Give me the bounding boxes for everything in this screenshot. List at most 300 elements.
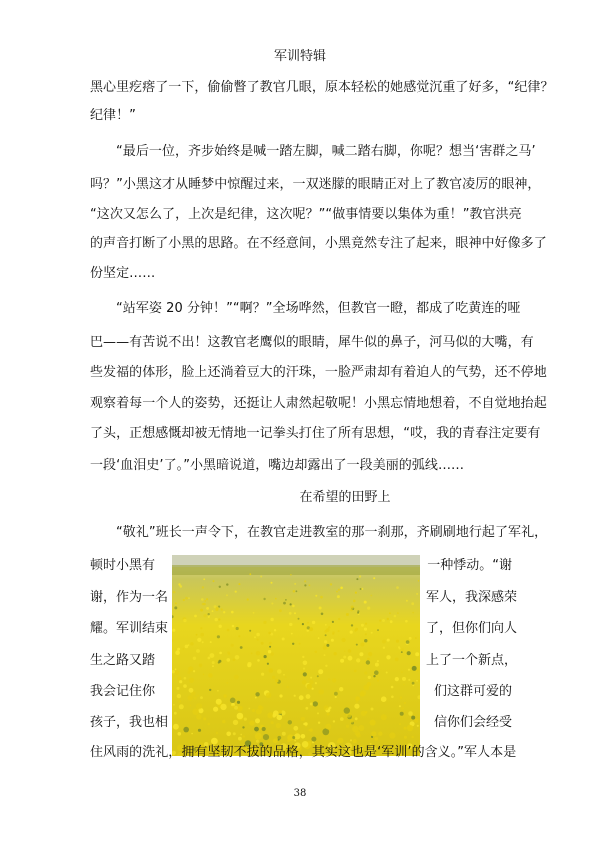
blossom-dot <box>402 677 406 681</box>
blossom-dot <box>275 679 279 683</box>
blossom-dot <box>294 733 300 739</box>
blossom-dot <box>255 692 259 696</box>
blossom-dot <box>289 612 292 615</box>
blossom-dot <box>364 628 367 631</box>
blossom-dot <box>359 575 361 577</box>
blossom-dot <box>382 619 385 622</box>
blossom-dot <box>359 652 363 656</box>
blossom-dot <box>235 655 240 660</box>
blossom-dot <box>193 657 196 660</box>
blossom-dot <box>213 580 215 582</box>
blossom-dot <box>200 633 204 637</box>
blossom-dot <box>215 618 218 621</box>
blossom-dot <box>260 576 262 578</box>
blossom-dot <box>390 620 393 623</box>
blossom-dot <box>416 680 418 682</box>
blossom-dot <box>353 600 356 603</box>
blossom-dot <box>358 725 364 731</box>
blossom-dot <box>304 584 306 586</box>
blossom-dot <box>237 706 243 712</box>
blossom-dot <box>401 707 404 710</box>
blossom-dot <box>183 619 186 622</box>
body-line: 份坚定…… <box>90 266 156 281</box>
blossom-dot <box>399 705 401 707</box>
blossom-dot <box>263 621 266 624</box>
blossom-dot <box>174 606 177 609</box>
wrapped-line-right: 们这群可爱的 <box>433 684 512 699</box>
blossom-dot <box>270 618 273 621</box>
blossom-dot <box>324 705 329 710</box>
blossom-dot <box>269 642 272 645</box>
blossom-dot <box>401 671 403 673</box>
blossom-dot <box>304 722 307 725</box>
blossom-dot <box>312 621 315 624</box>
blossom-dot <box>343 656 346 659</box>
blossom-dot <box>267 712 273 718</box>
blossom-dot <box>307 629 309 631</box>
blossom-dot <box>406 600 408 602</box>
blossom-dot <box>203 717 206 720</box>
blossom-dot <box>226 682 228 684</box>
blossom-dot <box>292 736 295 739</box>
blossom-dot <box>370 595 372 597</box>
blossom-dot <box>216 732 219 735</box>
blossom-dot <box>233 720 238 725</box>
blossom-dot <box>379 620 381 622</box>
blossom-dot <box>346 613 349 616</box>
blossom-dot <box>367 682 371 686</box>
blossom-dot <box>283 602 286 605</box>
blossom-dot <box>256 633 260 637</box>
blossom-dot <box>415 652 419 656</box>
blossom-dot <box>391 686 394 689</box>
blossom-dot <box>350 739 352 741</box>
blossom-dot <box>387 618 389 620</box>
blossom-dot <box>418 580 420 582</box>
blossom-dot <box>233 732 236 735</box>
blossom-dot <box>319 689 324 694</box>
blossom-dot <box>227 651 230 654</box>
blossom-dot <box>354 726 356 728</box>
blossom-dot <box>360 692 365 697</box>
blossom-dot <box>292 605 295 608</box>
blossom-dot <box>232 705 235 708</box>
blossom-dot <box>409 637 412 640</box>
blossom-dot <box>296 590 298 592</box>
blossom-dot <box>356 578 358 580</box>
blossom-dot <box>381 714 387 720</box>
blossom-dot <box>201 598 204 601</box>
blossom-dot <box>283 674 285 676</box>
blossom-dot <box>179 680 182 683</box>
blossom-dot <box>365 633 367 635</box>
blossom-dot <box>242 726 244 728</box>
blossom-dot <box>210 653 215 658</box>
blossom-dot <box>247 663 251 667</box>
body-line: 的声音打断了小黑的思路。在不经意间，小黑竟然专注了起来，眼神中好像多了 <box>90 236 547 251</box>
blossom-dot <box>216 607 219 610</box>
blossom-dot <box>173 591 176 594</box>
blossom-dot <box>286 686 288 688</box>
blossom-dot <box>342 638 346 642</box>
blossom-dot <box>328 626 330 628</box>
blossom-dot <box>356 644 358 646</box>
blossom-dot <box>212 610 214 612</box>
blossom-dot <box>172 629 175 632</box>
wrapped-line-left: 耀。军训结束 <box>90 621 169 636</box>
blossom-dot <box>364 601 367 604</box>
blossom-dot <box>234 706 238 710</box>
blossom-dot <box>238 635 240 637</box>
blossom-dot <box>302 656 304 658</box>
blossom-dot <box>332 678 336 682</box>
blossom-dot <box>309 627 313 631</box>
blossom-dot <box>231 611 234 614</box>
blossom-dot <box>271 603 273 605</box>
blossom-dot <box>305 707 308 710</box>
blossom-dot <box>253 612 255 614</box>
blossom-dot <box>319 607 322 610</box>
blossom-dot <box>249 630 251 632</box>
blossom-dot <box>397 612 399 614</box>
blossom-dot <box>367 607 370 610</box>
blossom-dot <box>210 641 212 643</box>
blossom-dot <box>399 723 401 725</box>
blossom-dot <box>219 586 221 588</box>
blossom-dot <box>331 639 334 642</box>
blossom-dot <box>396 586 399 589</box>
blossom-dot <box>179 700 181 702</box>
blossom-dot <box>249 573 251 575</box>
blossom-dot <box>411 602 414 605</box>
blossom-dot <box>400 712 404 716</box>
blossom-dot <box>238 737 242 741</box>
blossom-dot <box>220 704 226 710</box>
blossom-dot <box>320 596 323 599</box>
blossom-dot <box>294 612 296 614</box>
blossom-dot <box>231 644 234 647</box>
blossom-dot <box>330 583 332 585</box>
blossom-dot <box>382 640 386 644</box>
blossom-dot <box>221 608 223 610</box>
blossom-dot <box>232 625 235 628</box>
blossom-dot <box>189 688 194 693</box>
blossom-dot <box>306 694 311 699</box>
blossom-dot <box>391 696 394 699</box>
blossom-dot <box>226 732 231 737</box>
blossom-dot <box>209 689 211 691</box>
blossom-dot <box>346 725 349 728</box>
blossom-dot <box>193 709 199 715</box>
blossom-dot <box>202 586 204 588</box>
body-line: 黑心里疙瘩了一下，偷偷瞥了教官几眼，原本轻松的她感觉沉重了好多，“纪律？ <box>90 80 554 95</box>
blossom-dot <box>193 696 197 700</box>
blossom-dot <box>364 671 367 674</box>
blossom-dot <box>226 583 228 585</box>
blossom-dot <box>371 731 376 736</box>
blossom-dot <box>408 711 413 716</box>
blossom-dot <box>315 595 317 597</box>
blossom-dot <box>190 642 193 645</box>
blossom-dot <box>374 670 379 675</box>
blossom-dot <box>387 639 390 642</box>
blossom-dot <box>200 609 203 612</box>
blossom-dot <box>196 703 202 709</box>
blossom-dot <box>177 694 181 698</box>
blossom-dot <box>173 704 175 706</box>
blossom-dot <box>416 593 418 595</box>
blossom-dot <box>405 620 408 623</box>
blossom-dot <box>219 652 222 655</box>
blossom-dot <box>386 672 388 674</box>
blossom-dot <box>196 649 200 653</box>
blossom-dot <box>368 658 371 661</box>
blossom-dot <box>396 640 399 643</box>
blossom-dot <box>237 701 240 704</box>
blossom-dot <box>282 732 286 736</box>
blossom-dot <box>335 696 337 698</box>
blossom-dot <box>303 668 305 670</box>
blossom-dot <box>197 695 199 697</box>
wrapped-line-right: 一种悸动。“谢 <box>427 558 512 573</box>
blossom-dot <box>204 600 206 602</box>
blossom-dot <box>354 704 359 709</box>
blossom-dot <box>323 646 327 650</box>
blossom-dot <box>407 725 413 731</box>
body-line: 一段‘血泪史’了。”小黑暗说道，嘴边却露出了一段美丽的弧线…… <box>90 458 465 473</box>
body-line: 巴——有苦说不出！这教官老鹰似的眼睛，犀牛似的鼻子，河马似的大嘴，有 <box>90 335 534 350</box>
blossom-dot <box>203 674 205 676</box>
blossom-dot <box>288 720 292 724</box>
blossom-dot <box>371 632 373 634</box>
blossom-dot <box>200 627 202 629</box>
blossom-dot <box>395 677 399 681</box>
blossom-dot <box>227 629 230 632</box>
wrapped-line-right: 上了一个新点， <box>426 653 518 668</box>
blossom-dot <box>302 623 304 625</box>
blossom-dot <box>355 628 358 631</box>
body-line: 纪律！” <box>90 108 136 123</box>
blossom-dot <box>202 641 204 643</box>
blossom-dot <box>381 696 387 702</box>
blossom-dot <box>188 666 193 671</box>
blossom-dot <box>386 655 390 659</box>
blossom-dot <box>377 660 379 662</box>
blossom-dot <box>199 664 203 668</box>
blossom-dot <box>174 712 177 715</box>
blossom-dot <box>351 606 354 609</box>
blossom-dot <box>177 687 180 690</box>
blossom-dot <box>414 719 418 723</box>
blossom-dot <box>416 670 418 672</box>
blossom-dot <box>309 584 311 586</box>
blossom-dot <box>196 634 198 636</box>
blossom-dot <box>294 740 296 742</box>
blossom-dot <box>344 650 346 652</box>
body-line: 观察着每一个人的姿势，还挺让人肃然起敬呢！小黑忘情地想着，不自觉地抬起 <box>90 396 547 411</box>
blossom-dot <box>377 680 379 682</box>
blossom-dot <box>185 597 188 600</box>
blossom-dot <box>213 707 218 712</box>
blossom-dot <box>299 643 301 645</box>
blossom-dot <box>177 677 181 681</box>
blossom-dot <box>198 729 201 732</box>
blossom-dot <box>340 587 343 590</box>
blossom-dot <box>356 658 360 662</box>
rapeseed-field-photo <box>172 555 420 756</box>
page-header: 军训特辑 <box>273 49 326 64</box>
blossom-dot <box>324 654 326 656</box>
blossom-dot <box>325 665 327 667</box>
blossom-dot <box>223 694 226 697</box>
blossom-dot <box>325 724 331 730</box>
blossom-dot <box>200 696 203 699</box>
blossom-dot <box>197 638 201 642</box>
blossom-dot <box>357 612 359 614</box>
blossom-dot <box>206 598 208 600</box>
body-line: 吗？”小黑这才从睡梦中惊醒过来，一双迷朦的眼睛正对上了教官凌厉的眼神， <box>90 177 541 192</box>
blossom-dot <box>412 612 414 614</box>
blossom-dot <box>183 599 185 601</box>
blossom-dot <box>404 702 406 704</box>
blossom-dot <box>375 663 379 667</box>
blossom-dot <box>389 732 395 738</box>
blossom-dot <box>324 630 327 633</box>
blossom-dot <box>307 622 309 624</box>
blossom-dot <box>370 720 376 726</box>
blossom-dot <box>317 712 319 714</box>
blossom-dot <box>408 669 410 671</box>
blossom-dot <box>267 663 269 665</box>
blossom-dot <box>400 697 402 699</box>
blossom-dot <box>408 679 410 681</box>
blossom-dot <box>183 648 185 650</box>
wrapped-line-right: 了，但你们向人 <box>426 621 518 636</box>
blossom-dot <box>301 717 305 721</box>
blossom-dot <box>324 640 327 643</box>
blossom-dot <box>294 695 296 697</box>
blossom-dot <box>235 591 237 593</box>
blossom-dot <box>189 678 194 683</box>
blossom-dot <box>173 675 175 677</box>
blossom-dot <box>350 609 353 612</box>
blossom-dot <box>217 690 219 692</box>
blossom-dot <box>327 713 330 716</box>
blossom-dot <box>299 695 304 700</box>
blossom-dot <box>344 707 350 713</box>
blossom-dot <box>218 661 220 663</box>
blossom-dot <box>175 670 180 675</box>
blossom-dot <box>254 636 256 638</box>
blossom-dot <box>401 648 404 651</box>
blossom-dot <box>222 720 225 723</box>
blossom-dot <box>248 708 250 710</box>
blossom-dot <box>251 652 253 654</box>
blossom-dot <box>407 651 411 655</box>
blossom-dot <box>378 732 382 736</box>
blossom-dot <box>219 625 222 628</box>
blossom-dot <box>262 727 266 731</box>
blossom-dot <box>355 717 358 720</box>
blossom-dot <box>360 643 364 647</box>
blossom-dot <box>208 657 211 660</box>
blossom-dot <box>272 676 275 679</box>
wrapped-line-left: 谢，作为一名 <box>90 590 169 605</box>
blossom-dot <box>263 598 265 600</box>
blossom-dot <box>183 684 187 688</box>
blossom-dot <box>411 716 415 720</box>
wrapped-line-left: 我会记住你 <box>90 684 156 699</box>
blossom-dot <box>339 687 343 691</box>
body-line: “最后一位，齐步始终是喊一踏左脚，喊二踏右脚，你呢？想当‘害群之马’ <box>116 144 536 159</box>
blossom-dot <box>313 701 318 706</box>
blossom-dot <box>307 684 313 690</box>
blossom-dot <box>240 734 242 736</box>
blossom-dot <box>208 673 213 678</box>
blossom-dot <box>207 723 210 726</box>
blossom-dot <box>276 683 278 685</box>
blossom-dot <box>394 615 397 618</box>
blossom-dot <box>373 577 375 579</box>
blossom-dot <box>334 692 338 696</box>
blossom-dot <box>285 599 287 601</box>
blossom-dot <box>290 574 292 576</box>
blossom-dot <box>203 578 205 580</box>
blossom-dot <box>338 589 340 591</box>
wrapped-line-right: 信你们会经受 <box>433 715 512 730</box>
blossom-dot <box>329 707 332 710</box>
blossom-dot <box>368 652 372 656</box>
blossom-dot <box>236 627 239 630</box>
blossom-dot <box>352 726 359 733</box>
blossom-dot <box>309 680 313 684</box>
blossom-dot <box>315 651 318 654</box>
blossom-dot <box>348 649 352 653</box>
blossom-dot <box>184 677 187 680</box>
blossom-dot <box>309 729 311 731</box>
blossom-dot <box>355 696 360 701</box>
blossom-dot <box>340 659 344 663</box>
blossom-dot <box>302 680 307 685</box>
blossom-dot <box>291 633 293 635</box>
blossom-dot <box>175 650 180 655</box>
blossom-dot <box>277 736 281 740</box>
blossom-dot <box>404 727 407 730</box>
blossom-dot <box>279 609 282 612</box>
blossom-dot <box>332 631 335 634</box>
blossom-dot <box>366 660 370 664</box>
body-line: 些发福的体形，脸上还淌着豆大的汗珠，一脸严肃却有着迫人的气势，还不停地 <box>90 365 547 380</box>
blossom-dot <box>243 735 245 737</box>
blossom-dot <box>326 644 329 647</box>
blossom-dot <box>226 594 228 596</box>
page-number: 38 <box>293 788 307 799</box>
blossom-dot <box>350 631 353 634</box>
blossom-dot <box>268 650 271 653</box>
wrapped-line-left: 生之路又踏 <box>90 653 156 668</box>
blossom-dot <box>257 659 260 662</box>
blossom-dot <box>223 611 225 613</box>
blossom-dot <box>365 623 367 625</box>
blossom-dot <box>233 659 236 662</box>
blossom-dot <box>255 733 262 740</box>
body-line: 住风雨的洗礼，拥有坚韧不拔的品格，其实这也是‘军训’的含义。”军人本是 <box>90 745 517 760</box>
blossom-dot <box>298 618 300 620</box>
blossom-dot <box>336 591 338 593</box>
blossom-dot <box>337 595 340 598</box>
blossom-dot <box>338 618 340 620</box>
blossom-dot <box>206 607 209 610</box>
